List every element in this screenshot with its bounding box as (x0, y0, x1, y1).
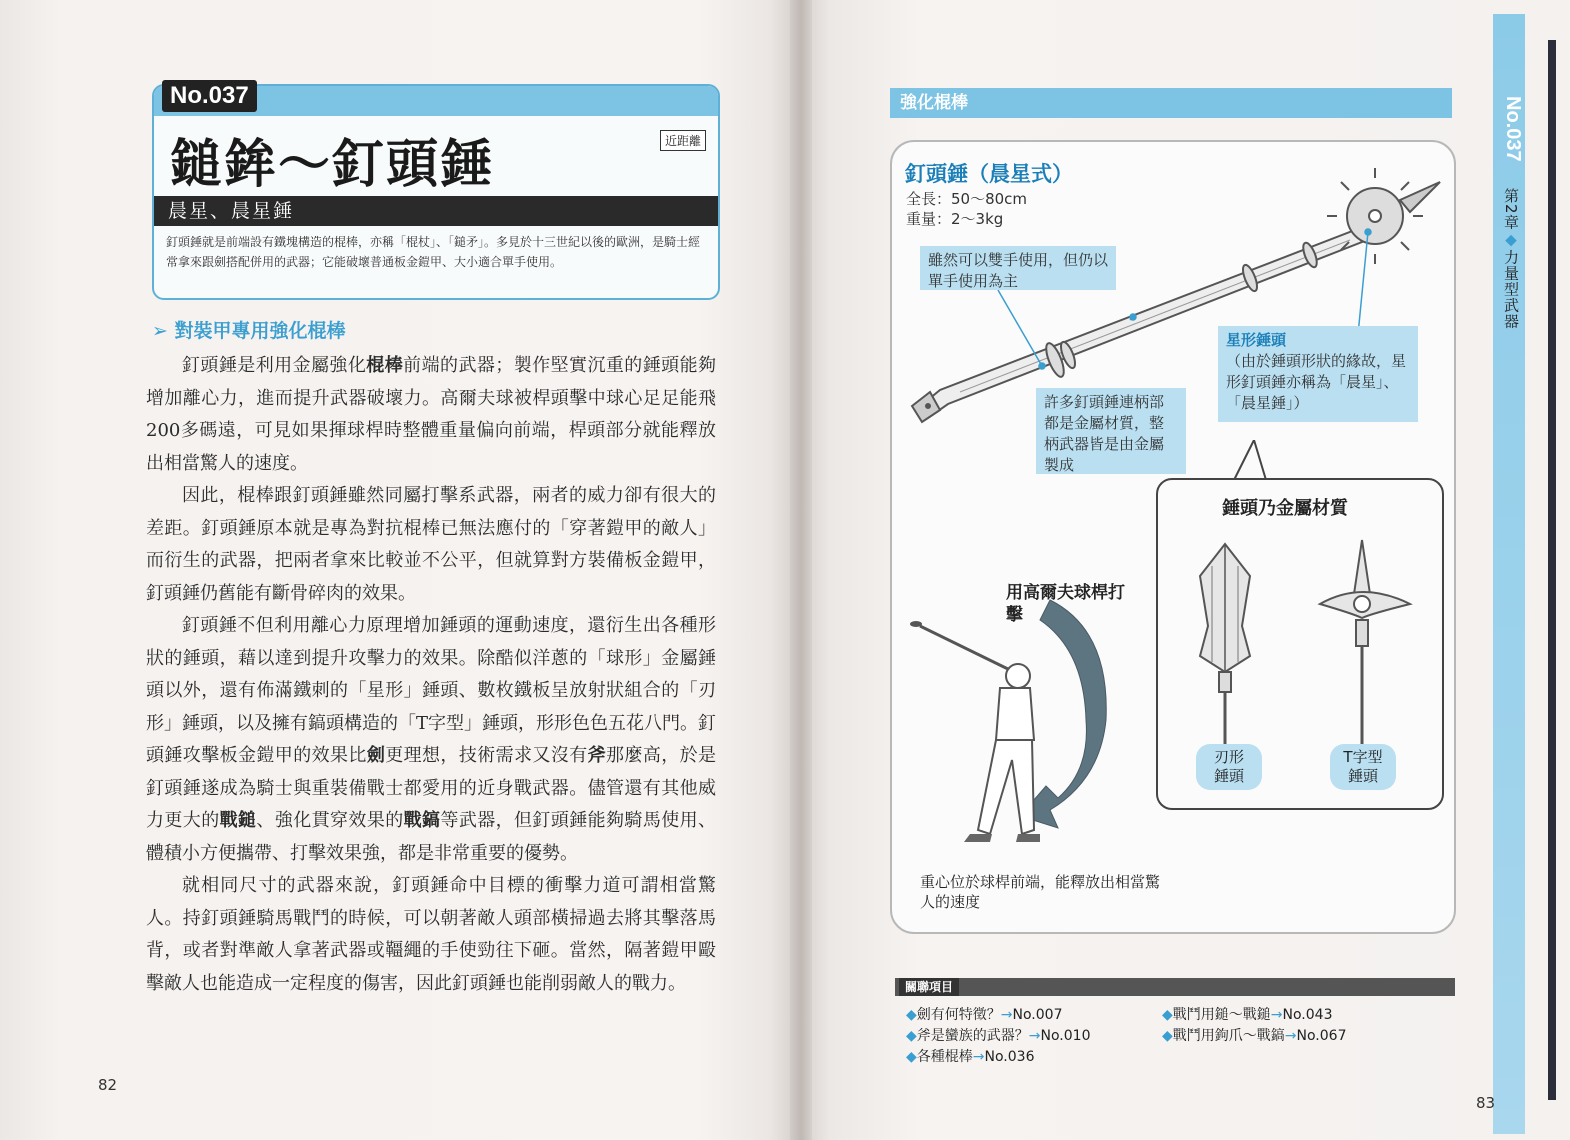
tab-chapter-suffix: 力量型武器 (1502, 249, 1520, 330)
diagram-title: 釘頭錘（晨星式） (905, 162, 1073, 186)
flanged-head-label: 刃形 錘頭 (1196, 744, 1262, 790)
entry-header-box (152, 84, 720, 300)
callout-grip: 雖然可以雙手使用，但仍以單手使用為主 (920, 246, 1116, 290)
callout-star-head (1218, 326, 1418, 422)
diamond-icon: ◆ (906, 1007, 917, 1023)
body-text (146, 350, 716, 1000)
page-number-right: 83 (1476, 1094, 1496, 1112)
alias-subtitle: 晨星、晨星錘 (154, 196, 718, 226)
callout-shaft: 許多釘頭錘連柄部都是金屬材質，整柄武器皆是由金屬製成 (1036, 388, 1186, 474)
spec-weight: 重量：2～3kg (906, 210, 1004, 228)
book-spine (790, 0, 812, 1140)
diamond-icon: ◆ (906, 1028, 917, 1044)
range-badge: 近距離 (660, 130, 706, 151)
tab-entry-number: No.037 (1502, 96, 1524, 162)
diamond-icon: ◆ (1162, 1007, 1173, 1023)
related-item[interactable]: ◆戰鬥用鉤爪～戰鎬→No.067 (1162, 1028, 1347, 1044)
page-number-left: 82 (98, 1076, 118, 1094)
arrow-icon: → (1028, 1028, 1041, 1044)
related-items-bar (895, 978, 1455, 996)
arrow-icon: → (972, 1049, 985, 1065)
flanged-head-icon (1180, 536, 1270, 766)
section-heading: ➢ 對裝甲專用強化棍棒 (152, 320, 346, 342)
body-paragraph: 釘頭錘是利用金屬強化棍棒前端的武器；製作堅實沉重的錘頭能夠增加離心力，進而提升武器破壞力。高爾夫球被桿頭擊中球心足足能飛200多碼遠，可見如果揮球桿時整體重量偏向前端，桿頭部分就能釋放出相當驚人的速度。 (146, 355, 717, 474)
tab-chapter-label (1496, 188, 1522, 330)
t-shaped-head-label: T字型 錘頭 (1330, 744, 1396, 790)
related-item[interactable]: ◆戰鬥用鎚～戰鎚→No.043 (1162, 1007, 1333, 1023)
arrow-icon: → (1284, 1028, 1297, 1044)
arrow-icon: → (1000, 1007, 1013, 1023)
diamond-icon: ◆ (1502, 230, 1520, 250)
golf-caption: 重心位於球桿前端，能釋放出相當驚人的速度 (920, 873, 1161, 911)
callout-star-title: 星形錘頭 (1226, 331, 1287, 349)
chapter-tab (1493, 14, 1525, 1134)
body-paragraph: 釘頭錘不但利用離心力原理增加錘頭的運動速度，還衍生出各種形狀的錘頭，藉以達到提升攻擊力的效果。除酷似洋蔥的「球形」金屬錘頭以外，還有佈滿鐵刺的「星形」錘頭、數枚鐵板呈放射狀組合的「刃形」錘頭，以及擁有鎬頭構造的「T字型」錘頭，形形色色五花八門。釘頭錘攻擊板金鎧甲的效果比劍更理想，技術需求又沒有斧那麼高，於是釘頭錘遂成為騎士與重裝備戰士都愛用的近身戰武器。儘管還有其他威力更大的戰鎚、強化貫穿效果的戰鎬等武器，但釘頭錘能夠騎馬使用、體積小方便攜帶、打擊效果強，都是非常重要的優勢。 (146, 615, 717, 864)
page-edge-strip (1548, 40, 1556, 1100)
diamond-icon: ◆ (906, 1049, 917, 1065)
body-paragraph: 因此，棍棒跟釘頭錘雖然同屬打擊系武器，兩者的威力卻有很大的差距。釘頭錘原本就是專為對抗棍棒已無法應付的「穿著鎧甲的敵人」而衍生的武器，把兩者拿來比較並不公平，但就算對方裝備板金鎧甲，釘頭錘仍舊能有斷骨碎肉的效果。 (146, 485, 716, 604)
golfer-illustration (900, 590, 1140, 860)
arrow-icon: → (1270, 1007, 1283, 1023)
t-shaped-head-icon (1310, 536, 1420, 766)
related-item[interactable]: ◆斧是蠻族的武器？→No.010 (906, 1028, 1091, 1044)
callout-star-body: （由於錘頭形狀的緣故，星形釘頭錘亦稱為「晨星」、「晨星錘」） (1226, 352, 1407, 412)
golf-label: 用高爾夫球桿打擊 (1006, 583, 1125, 625)
right-page-header: 強化棍棒 (890, 88, 1452, 118)
heads-comparison-title: 錘頭乃金屬材質 (1222, 498, 1348, 519)
entry-number: No.037 (162, 80, 257, 112)
speech-pointer-icon (1230, 440, 1280, 482)
related-items-title: 關聯項目 (899, 978, 959, 996)
spec-length: 全長：50～80cm (906, 190, 1028, 208)
body-paragraph: 就相同尺寸的武器來說，釘頭錘命中目標的衝擊力道可謂相當驚人。持釘頭錘騎馬戰鬥的時候，可以朝著敵人頭部橫掃過去將其擊落馬背，或者對準敵人拿著武器或韁繩的手使勁往下砸。當然，隔著鎧甲毆擊敵人也能造成一定程度的傷害，因此釘頭錘也能削弱敵人的戰力。 (146, 875, 716, 994)
related-item[interactable]: ◆各種棍棒→No.036 (906, 1049, 1035, 1065)
intro-summary: 釘頭錘就是前端設有鐵塊構造的棍棒，亦稱「棍杖」、「鎚矛」。多見於十三世紀以後的歐洲，是騎士經常拿來跟劍搭配併用的武器；它能破壞普通板金鎧甲、大小適合單手使用。 (166, 235, 701, 269)
tab-chapter-prefix: 第2章 (1502, 188, 1520, 231)
related-item[interactable]: ◆劍有何特徵？→No.007 (906, 1007, 1063, 1023)
page-title: 鎚鉾～釘頭錘 (170, 134, 495, 195)
diamond-icon: ◆ (1162, 1028, 1173, 1044)
